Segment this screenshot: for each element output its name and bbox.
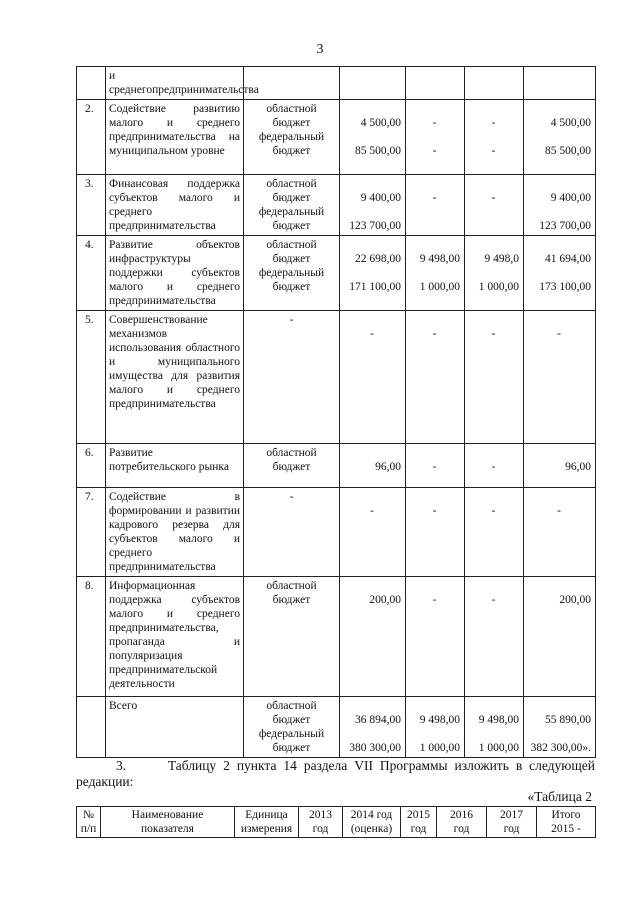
value-2015 <box>340 697 406 758</box>
indicators-table-header <box>76 806 596 838</box>
activity-name <box>106 488 244 577</box>
funding-source-line: бюджет <box>272 742 311 754</box>
activity-name-line: Содействие в формировании и развитии кадрового резерва для субъектов малого и среднего предпринимательства <box>109 491 240 573</box>
value-2017 <box>465 311 524 444</box>
activity-name-line: Развитие потребительского рынка <box>109 447 229 473</box>
paragraph-number: 3. <box>116 758 127 773</box>
value-total-line: - <box>557 328 561 340</box>
value-2017-line: - <box>491 594 496 606</box>
value-2016-line: 9 498,00 <box>419 714 460 726</box>
funding-source-line: бюджет <box>272 117 311 129</box>
column-header <box>401 807 437 838</box>
value-total <box>524 175 596 236</box>
column-header-line: Единица <box>245 809 288 821</box>
paragraph-text: Таблицу 2 пункта 14 раздела VII Программы изложить в следующей редакции: <box>76 758 595 789</box>
value-total <box>524 311 596 444</box>
activity-name <box>106 311 244 444</box>
value-total-line: 85 500,00 <box>545 145 591 157</box>
value-total-line: 173 100,00 <box>539 281 591 293</box>
activity-name <box>106 100 244 175</box>
column-header <box>299 807 343 838</box>
column-header-line: год <box>503 823 520 835</box>
value-2015-line: - <box>370 505 374 517</box>
value-2017-line: - <box>491 505 496 517</box>
column-header-line: 2016 <box>450 809 473 821</box>
value-2016 <box>406 311 465 444</box>
funding-source-line: областной <box>266 700 317 712</box>
value-2016-line: - <box>432 461 437 473</box>
value-total-line: 55 890,00 <box>545 714 591 726</box>
value-2015-line: 380 300,00 <box>349 742 401 754</box>
row-number: 8. <box>77 577 106 697</box>
value-2016-line: - <box>432 145 437 157</box>
column-header-line: Наименование <box>131 809 204 821</box>
value-2016-line: - <box>432 117 437 129</box>
activity-name-line: Развитие объектов инфраструктуры поддержки субъектов малого и среднего предпринимательства <box>109 239 240 307</box>
funding-source-line: бюджет <box>272 594 311 606</box>
row-number: 2. <box>77 100 106 175</box>
value-2017-line: 9 498,0 <box>484 253 519 265</box>
value-2017-line: - <box>491 117 496 129</box>
value-total <box>524 697 596 758</box>
funding-source-line: областной <box>266 103 317 115</box>
table2-title: «Таблица 2 <box>527 789 592 804</box>
row-number <box>77 67 106 100</box>
column-header-line: показателя <box>141 823 194 835</box>
table-row <box>77 577 596 697</box>
row-number <box>77 697 106 758</box>
table-row <box>77 444 596 488</box>
funding-source-line: областной <box>266 447 317 459</box>
value-2015-line: 22 698,00 <box>355 253 401 265</box>
value-total <box>524 236 596 311</box>
value-2016 <box>406 488 465 577</box>
funding-source-line: бюджет <box>272 253 311 265</box>
column-header-line: 2014 год <box>350 809 393 821</box>
funding-source <box>244 100 340 175</box>
activity-name-line: и среднего <box>109 70 153 96</box>
value-2016 <box>406 236 465 311</box>
value-total-line: 123 700,00 <box>539 220 591 232</box>
column-header-line: 2017 <box>500 809 523 821</box>
table-row <box>77 311 596 444</box>
value-total-line: 200,00 <box>559 594 591 606</box>
value-2017 <box>465 236 524 311</box>
activity-name <box>106 444 244 488</box>
column-header-line: год <box>453 823 470 835</box>
funding-source-line: бюджет <box>272 220 311 232</box>
value-2015 <box>340 236 406 311</box>
value-2017-line: - <box>491 328 496 340</box>
value-2016-line: - <box>432 594 437 606</box>
value-2016 <box>406 100 465 175</box>
column-header-line: измерения <box>240 823 293 835</box>
value-2015-line: 9 400,00 <box>360 192 401 204</box>
program-funding-table <box>76 66 596 758</box>
value-2017 <box>465 175 524 236</box>
table-row <box>77 67 596 100</box>
activity-name-line: Всего <box>109 700 138 712</box>
value-2015-line: 200,00 <box>369 594 401 606</box>
funding-source-line: федеральный <box>258 131 325 143</box>
value-total-line: - <box>557 505 561 517</box>
funding-source-line: - <box>289 491 294 503</box>
row-number: 3. <box>77 175 106 236</box>
funding-source-line: бюджет <box>272 461 311 473</box>
value-2015 <box>340 488 406 577</box>
funding-source <box>244 488 340 577</box>
activity-name-line: Совершенствование механизмов использования областного и муниципального имущества для развития малого и среднего предпринимательства <box>109 314 240 410</box>
column-header-line: № <box>83 809 94 821</box>
funding-source-line: бюджет <box>272 192 311 204</box>
value-total-line: 96,00 <box>565 461 591 473</box>
value-2016 <box>406 444 465 488</box>
value-2017 <box>465 488 524 577</box>
value-2015-line: 36 894,00 <box>355 714 401 726</box>
funding-source-line: - <box>289 314 294 326</box>
column-header-line: 2015 - <box>551 823 581 835</box>
value-2016-line: 1 000,00 <box>419 281 460 293</box>
column-header-line: (оценка) <box>350 823 393 835</box>
column-header <box>487 807 537 838</box>
value-total-line: 4 500,00 <box>550 117 591 129</box>
row-number: 7. <box>77 488 106 577</box>
value-total <box>524 488 596 577</box>
funding-source <box>244 311 340 444</box>
value-2015 <box>340 67 406 100</box>
value-2015-line: 96,00 <box>375 461 401 473</box>
value-2015-line: 85 500,00 <box>355 145 401 157</box>
activity-name-line: Содействие развитию малого и среднего предпринимательства на муниципальном уровне <box>109 103 240 157</box>
value-2016 <box>406 175 465 236</box>
value-2017-line: 1 000,00 <box>478 742 519 754</box>
column-header-line: Итого <box>551 809 581 821</box>
activity-name <box>106 236 244 311</box>
value-2016-line: - <box>432 328 437 340</box>
funding-source-line: федеральный <box>258 728 325 740</box>
funding-source-line: бюджет <box>272 714 311 726</box>
activity-name-line: Финансовая поддержка субъектов малого и среднего предпринимательства <box>109 178 240 232</box>
funding-source-line: бюджет <box>272 145 311 157</box>
value-2015 <box>340 311 406 444</box>
column-header <box>437 807 487 838</box>
value-total-line: 9 400,00 <box>550 192 591 204</box>
funding-source <box>244 236 340 311</box>
value-2017 <box>465 577 524 697</box>
value-2016 <box>406 67 465 100</box>
funding-source <box>244 444 340 488</box>
value-total <box>524 577 596 697</box>
funding-source-line: федеральный <box>258 206 325 218</box>
value-2016-line: - <box>432 192 437 204</box>
row-number: 4. <box>77 236 106 311</box>
value-2017-line: 1 000,00 <box>478 281 519 293</box>
value-total-line: 41 694,00 <box>545 253 591 265</box>
value-2017 <box>465 67 524 100</box>
value-2017 <box>465 444 524 488</box>
activity-name <box>106 67 259 100</box>
activity-name-line: предпринимательства <box>152 84 259 96</box>
value-2017-line: - <box>491 461 496 473</box>
column-header <box>77 807 101 838</box>
table-row <box>77 236 596 311</box>
value-total <box>524 67 596 100</box>
funding-source <box>244 175 340 236</box>
value-2017-line: - <box>491 192 496 204</box>
column-header-line: год <box>312 823 329 835</box>
activity-name <box>106 175 244 236</box>
column-header-line: год <box>410 823 427 835</box>
column-header <box>537 807 596 838</box>
value-2016 <box>406 697 465 758</box>
page-number: 3 <box>316 42 324 57</box>
value-2016-line: 9 498,00 <box>419 253 460 265</box>
table-row <box>77 100 596 175</box>
value-total-line: 382 300,00». <box>530 742 591 754</box>
table-row <box>77 175 596 236</box>
funding-source-line: областной <box>266 178 317 190</box>
column-header-line: п/п <box>80 823 97 835</box>
value-2015 <box>340 100 406 175</box>
value-2017 <box>465 697 524 758</box>
value-2016-line: 1 000,00 <box>419 742 460 754</box>
value-2015-line: - <box>370 328 374 340</box>
column-header <box>101 807 235 838</box>
value-2015-line: 4 500,00 <box>360 117 401 129</box>
column-header <box>343 807 401 838</box>
activity-name <box>106 697 244 758</box>
value-2017-line: 9 498,00 <box>478 714 519 726</box>
table-row <box>77 697 596 758</box>
amendment-paragraph <box>76 758 595 790</box>
value-2017 <box>465 100 524 175</box>
value-total <box>524 100 596 175</box>
activity-name <box>106 577 244 697</box>
funding-source <box>244 577 340 697</box>
funding-source-line: областной <box>266 239 317 251</box>
row-number: 6. <box>77 444 106 488</box>
column-header <box>235 807 299 838</box>
activity-name-line: Информационная поддержка субъектов малого и среднего предпринимательства, пропаганда и популяризация предпринимательской деятельности <box>109 580 240 690</box>
value-2015-line: 171 100,00 <box>349 281 401 293</box>
value-2015 <box>340 577 406 697</box>
value-2015 <box>340 175 406 236</box>
value-total <box>524 444 596 488</box>
column-header-line: 2015 <box>407 809 430 821</box>
value-2015-line: 123 700,00 <box>349 220 401 232</box>
funding-source-line: областной <box>266 580 317 592</box>
column-header-line: 2013 <box>309 809 332 821</box>
value-2017-line: - <box>491 145 496 157</box>
value-2016-line: - <box>432 505 437 517</box>
funding-source <box>244 697 340 758</box>
funding-source-line: федеральный <box>258 267 325 279</box>
row-number: 5. <box>77 311 106 444</box>
funding-source-line: бюджет <box>272 281 311 293</box>
value-2015 <box>340 444 406 488</box>
table-row <box>77 488 596 577</box>
value-2016 <box>406 577 465 697</box>
